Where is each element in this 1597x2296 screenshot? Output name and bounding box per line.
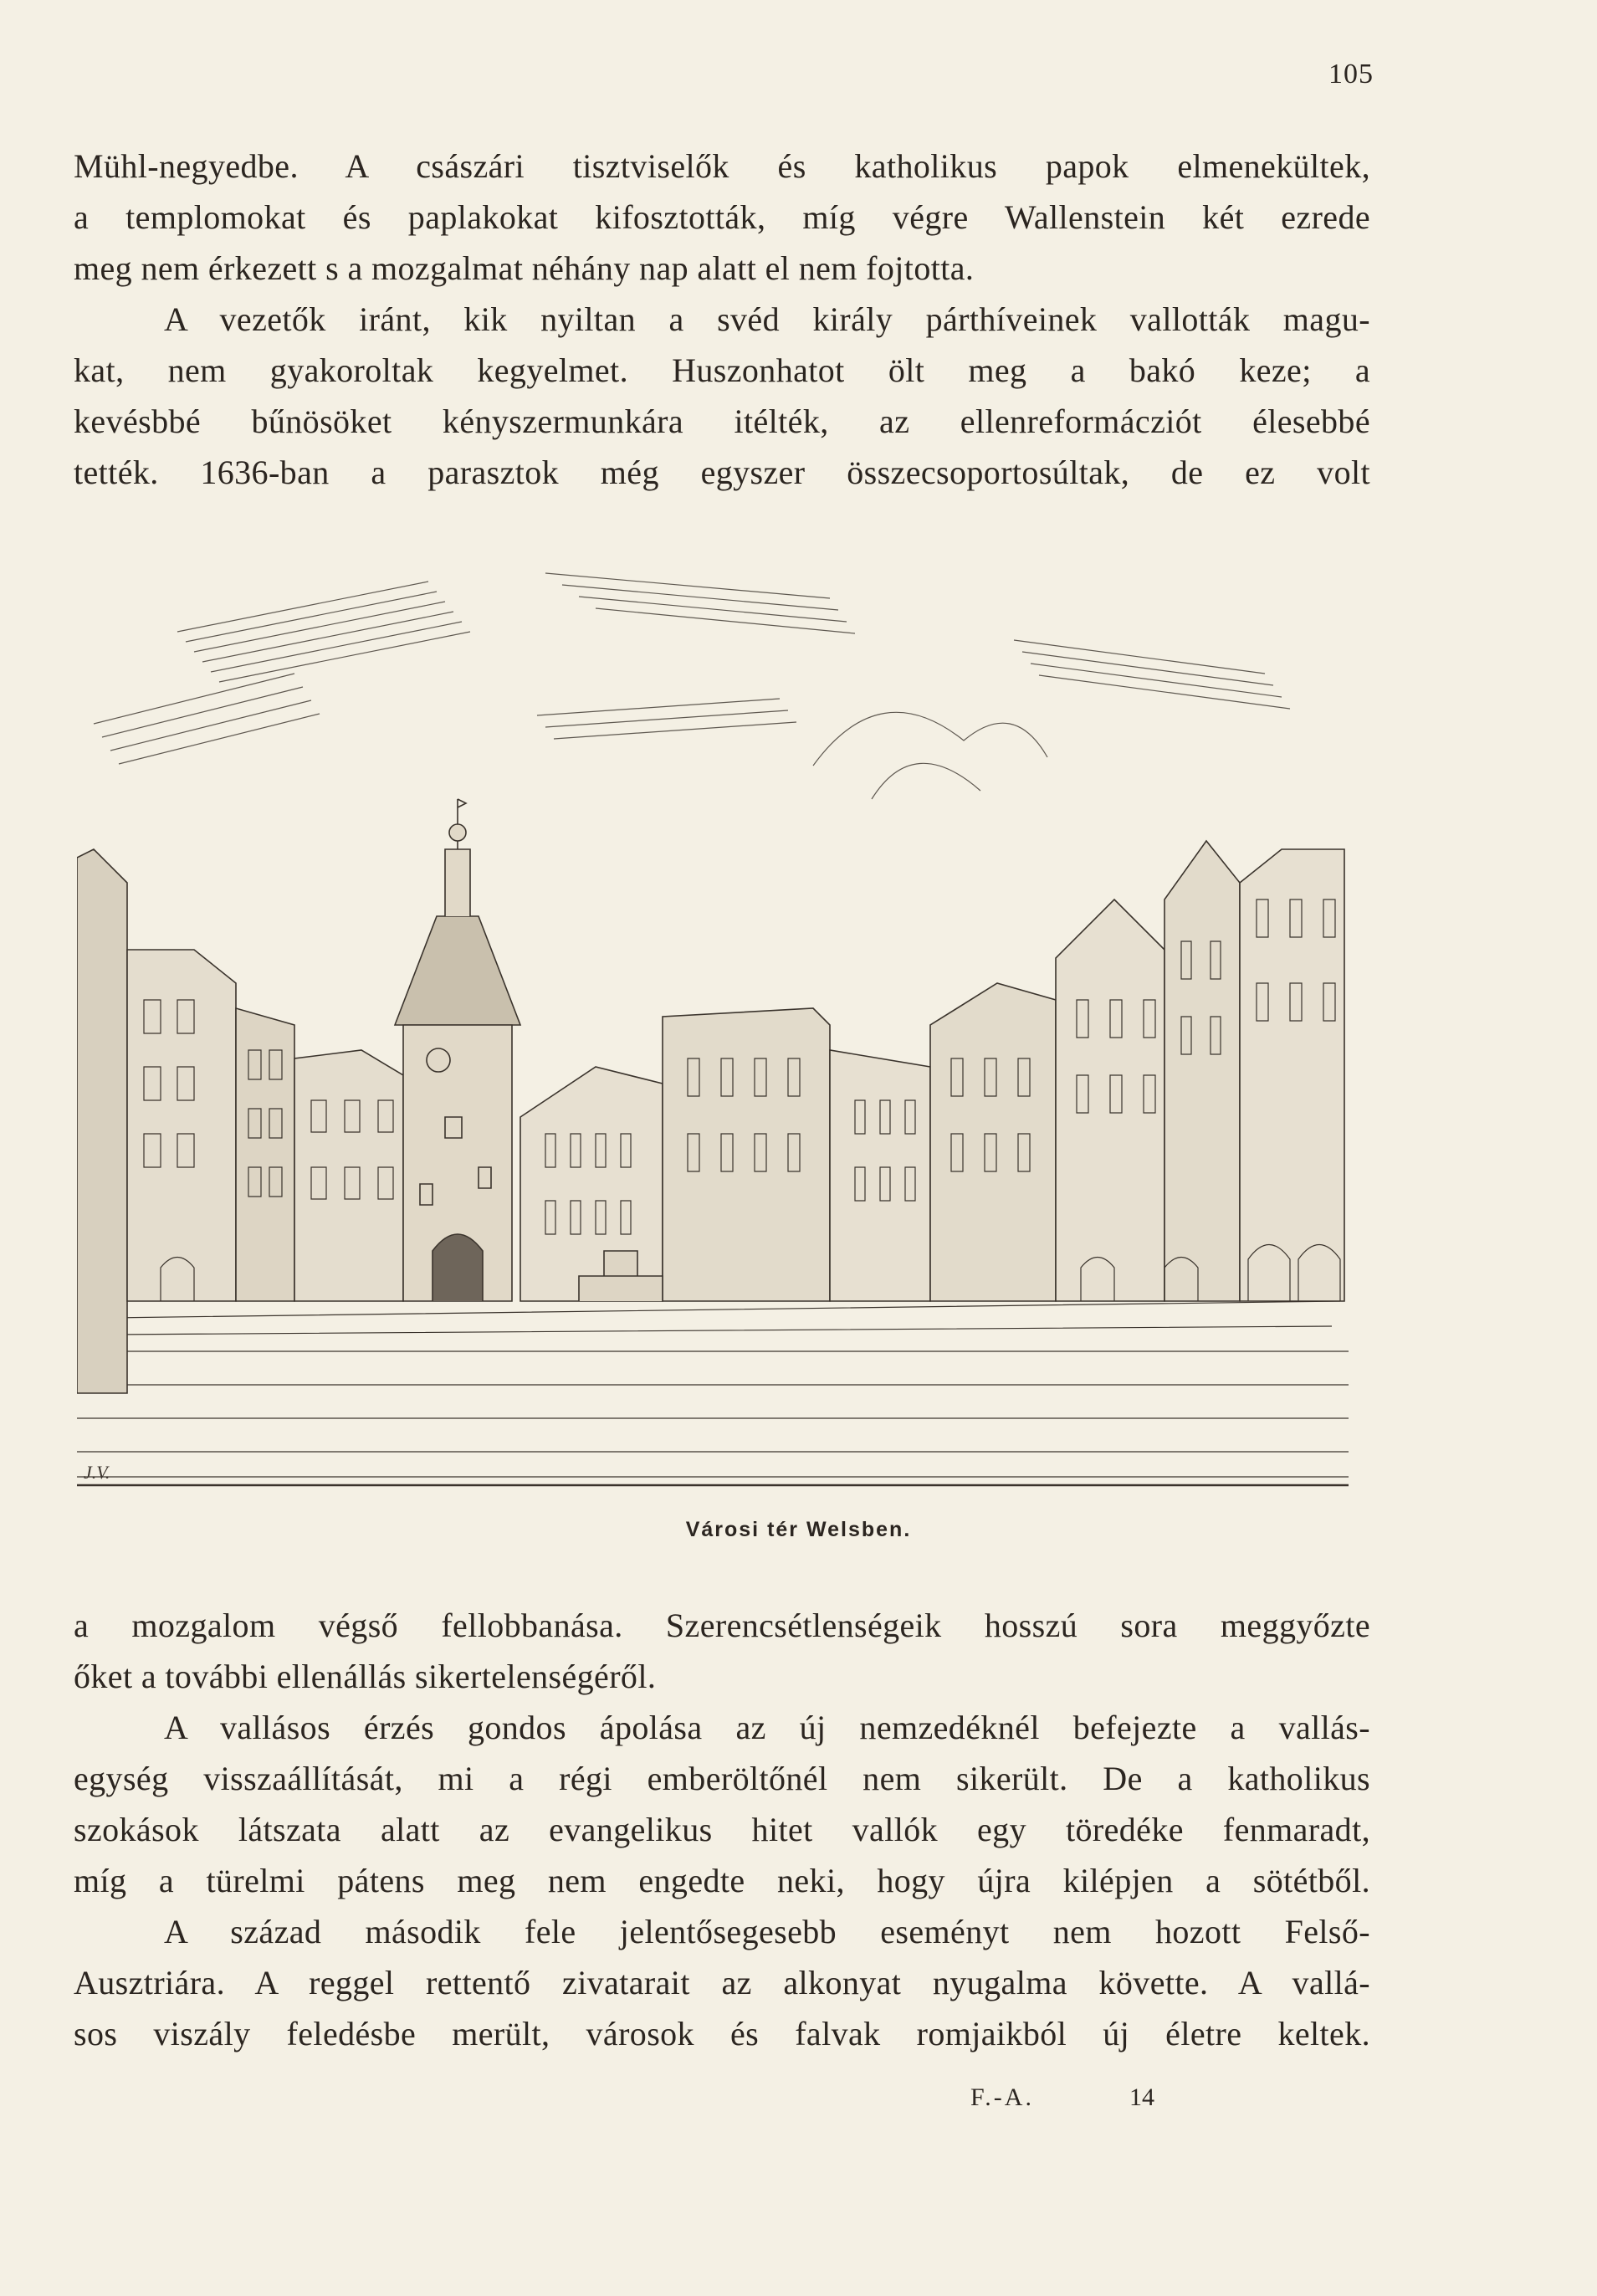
- left-buildings: [77, 849, 403, 1393]
- page-number: 105: [1328, 59, 1374, 90]
- engraving-town-square: [77, 548, 1349, 1502]
- text-line: Ausztriára. A reggel rettentő zivatarait az alkonyat nyugalma követte. A vallá-: [74, 1964, 1370, 2001]
- text-line: tették. 1636-ban a parasztok még egyszer összecsoportosúltak, de ez volt: [74, 454, 1370, 491]
- text-block-top: [74, 141, 1370, 498]
- text-line: A vezetők iránt, kik nyiltan a svéd király párthíveinek vallották magu-: [164, 300, 1370, 338]
- paragraph: [74, 141, 1370, 294]
- paragraph: [74, 1600, 1370, 1702]
- text-line: kevésbbé bűnösöket kényszermunkára itélték, az ellenreformácziót élesebbé: [74, 402, 1370, 440]
- figure-caption: Városi tér Welsben.: [685, 1518, 912, 1541]
- paragraph: [74, 1906, 1370, 2059]
- text-line: szokások látszata alatt az evangelikus hitet vallók egy töredéke fenmaradt,: [74, 1811, 1370, 1848]
- text-line: őket a további ellenállás sikertelenségéről.: [74, 1658, 657, 1695]
- text-line: Mühl-negyedbe. A császári tisztviselők és katholikus papok elmenekültek,: [74, 147, 1370, 185]
- text-line: míg a türelmi pátens meg nem engedte neki, hogy újra kilépjen a sötétből.: [74, 1862, 1370, 1899]
- text-line: meg nem érkezett s a mozgalmat néhány nap alatt el nem fojtotta.: [74, 249, 975, 287]
- text-line: egység visszaállítását, mi a régi emberöltőnél nem sikerült. De a katholikus: [74, 1760, 1370, 1797]
- text-line: A század második fele jelentősegesebb eseményt nem hozott Felső-: [164, 1913, 1370, 1950]
- engraving-illustration: [77, 548, 1349, 1502]
- text-line: A vallásos érzés gondos ápolása az új nemzedéknél befejezte a vallás-: [164, 1709, 1370, 1746]
- paragraph: [74, 294, 1370, 498]
- artist-monogram: J.V.: [84, 1462, 110, 1483]
- right-buildings: [520, 841, 1344, 1301]
- text-line: sos viszály feledésbe merült, városok és falvak romjaikból új életre keltek.: [74, 2015, 1370, 2053]
- text-line: a templomokat és paplakokat kifosztották, míg végre Wallenstein két ezrede: [74, 198, 1370, 236]
- printer-signature: F.-A.: [970, 2083, 1034, 2111]
- city-tower: [395, 799, 520, 1301]
- text-line: kat, nem gyakoroltak kegyelmet. Huszonhatot ölt meg a bakó keze; a: [74, 351, 1370, 389]
- text-block-bottom: [74, 1600, 1370, 2059]
- sheet-number: 14: [1129, 2083, 1154, 2111]
- sky-clouds: [94, 573, 1290, 799]
- text-line: a mozgalom végső fellobbanása. Szerencsétlenségeik hosszú sora meggyőzte: [74, 1607, 1370, 1644]
- square-pavement: [77, 1301, 1349, 1485]
- paragraph: [74, 1702, 1370, 1906]
